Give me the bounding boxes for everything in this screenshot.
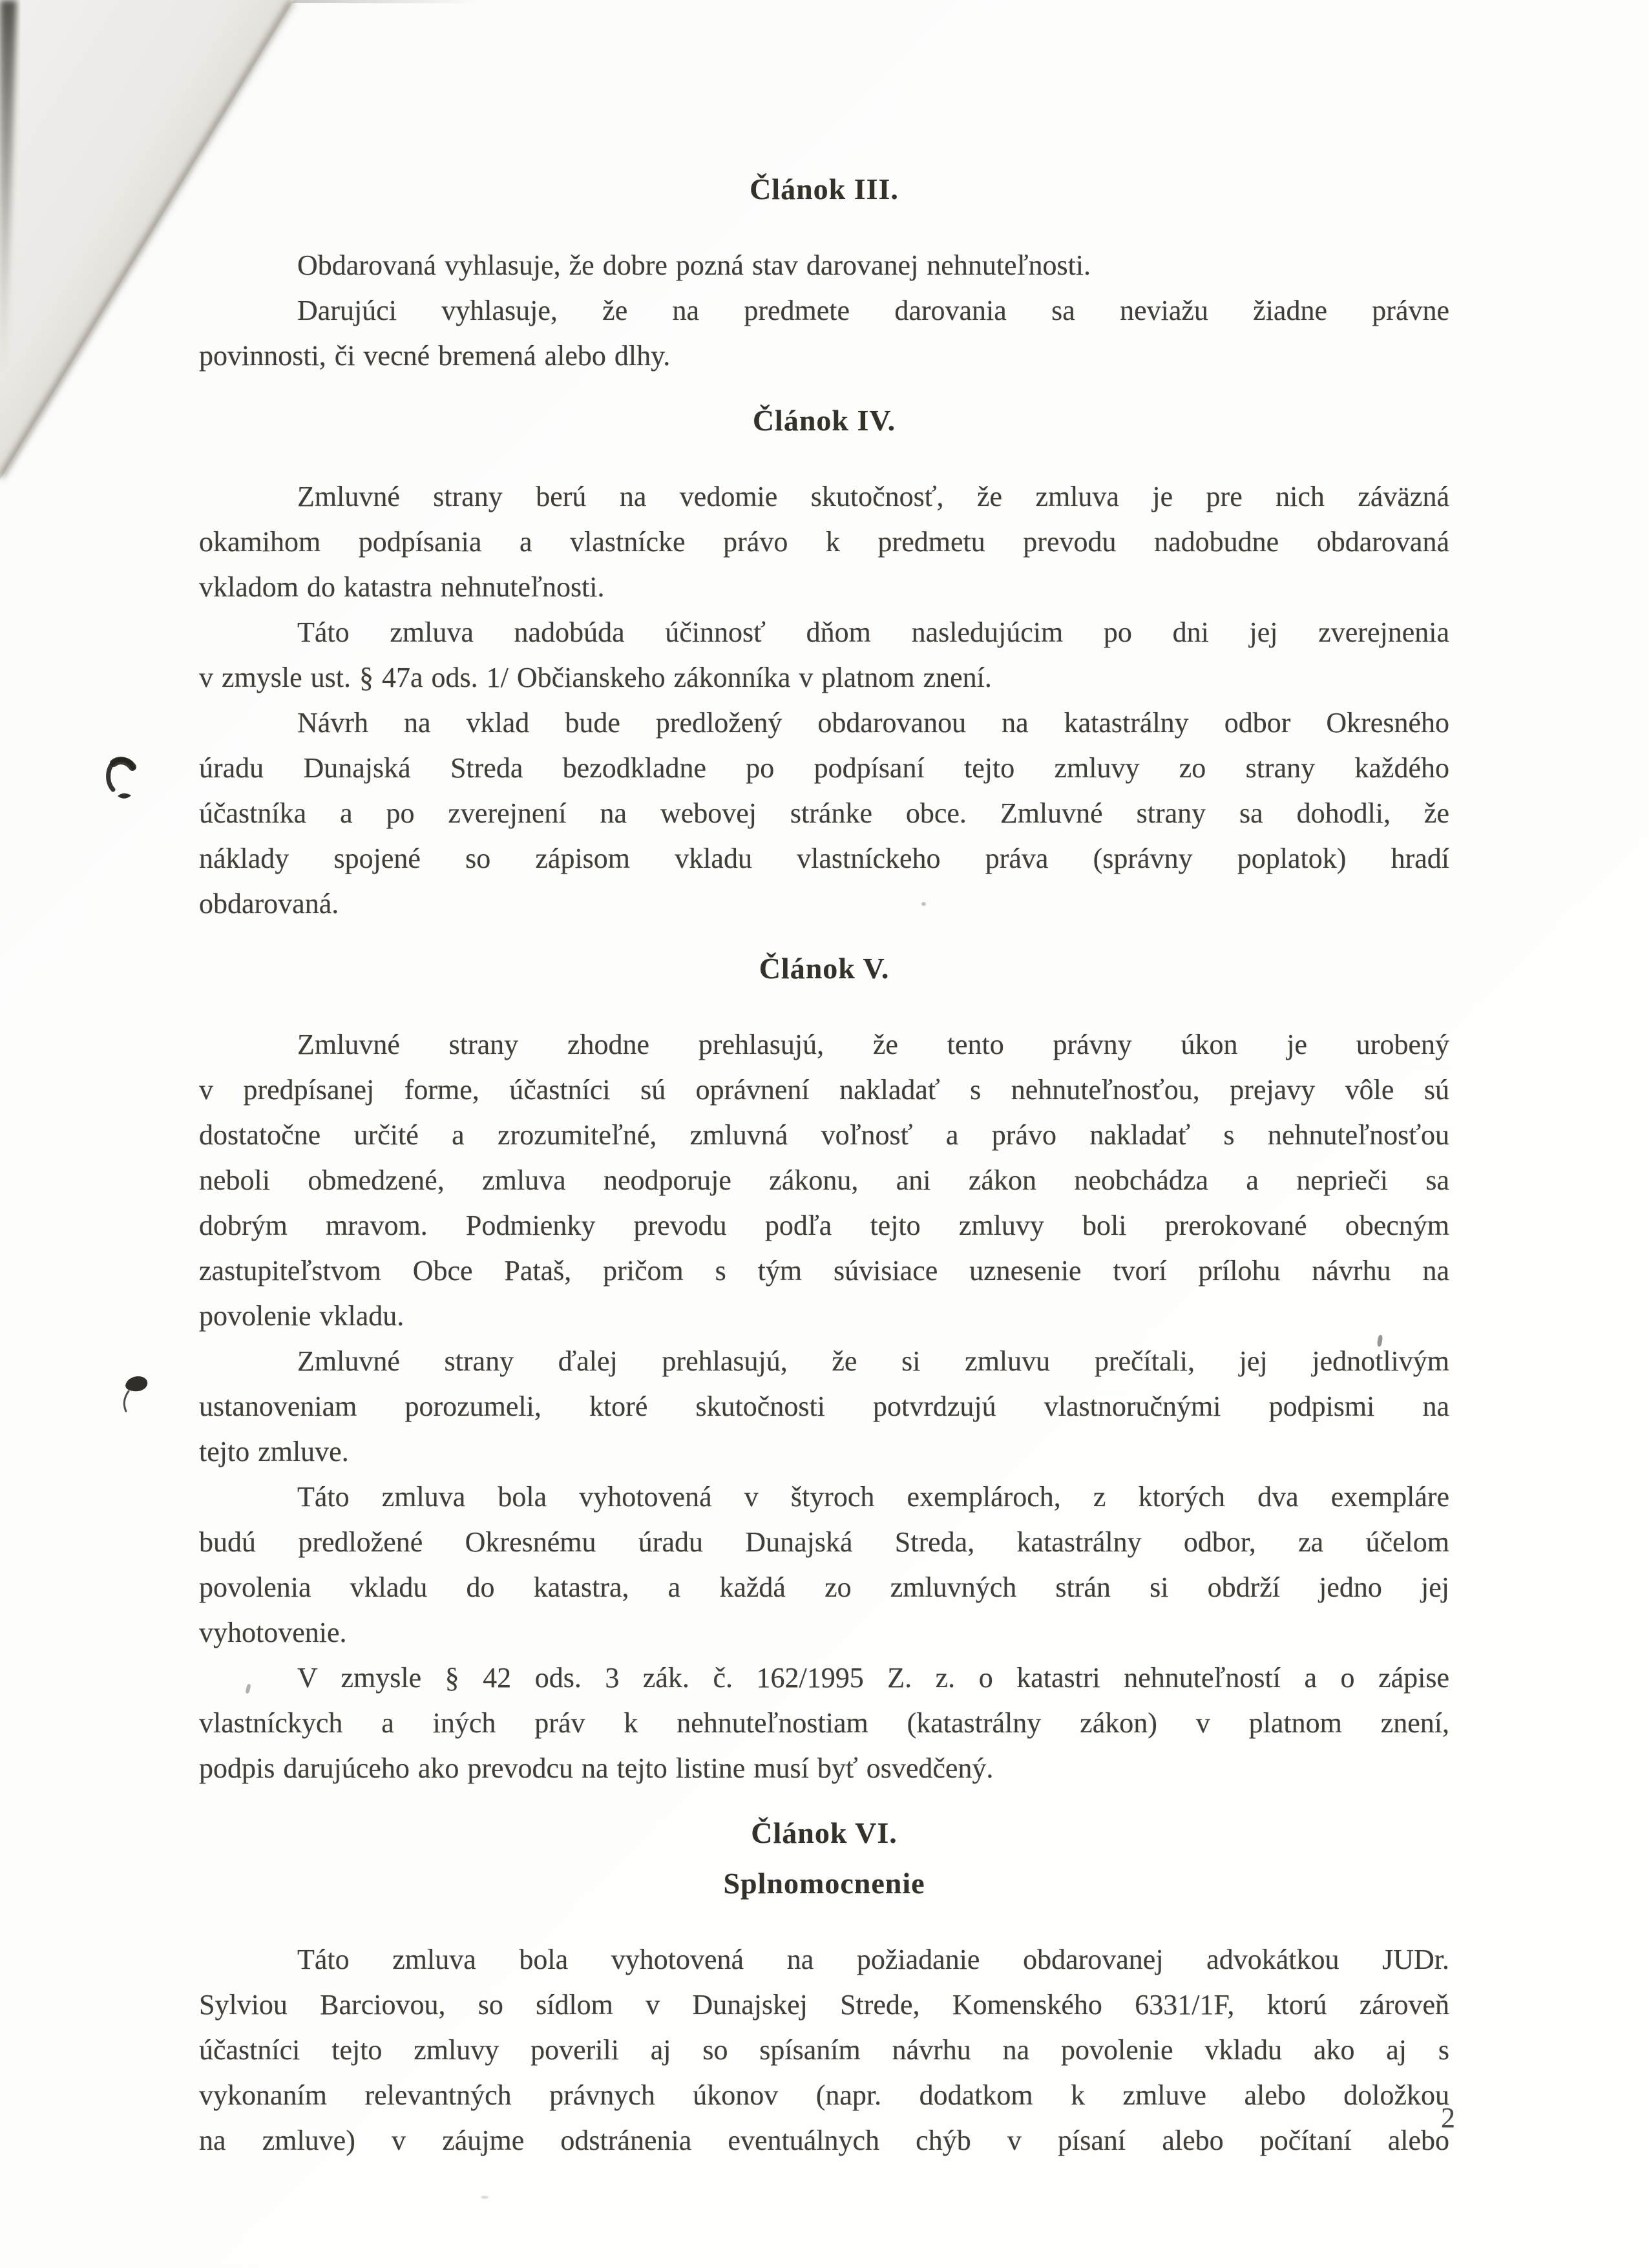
paragraph-line: Darujúci vyhlasuje, že na predmete darovania sa neviažu žiadne právne — [297, 295, 1449, 326]
paragraph-line: Zmluvné strany zhodne prehlasujú, že tento právny úkon je urobený — [297, 1029, 1449, 1060]
comma-ink-mark — [120, 1374, 151, 1415]
paragraph — [199, 1475, 1449, 1655]
paragraph-line: Zmluvné strany ďalej prehlasujú, že si zmluvu prečítali, jej jednotlivým — [297, 1345, 1449, 1377]
paragraph-line: budú predložené Okresnému úradu Dunajská Streda, katastrálny odbor, za účelom — [199, 1526, 1449, 1558]
paragraph-line: povolenia vkladu do katastra, a každá zo zmluvných strán si obdrží jedno jej — [199, 1571, 1449, 1603]
scan-fleck — [481, 2196, 488, 2199]
paragraph — [199, 1339, 1449, 1475]
paragraph-line: náklady spojené so zápisom vkladu vlastníckeho práva (správny poplatok) hradí — [199, 843, 1449, 874]
paragraph-line: účastníci tejto zmluvy poverili aj so spísaním návrhu na povolenie vkladu ako aj s — [199, 2034, 1449, 2066]
paragraph-line: úradu Dunajská Streda bezodkladne po podpísaní tejto zmluvy zo strany každého — [199, 752, 1449, 784]
section-subheading: Splnomocnenie — [723, 1867, 925, 1900]
paragraph — [199, 610, 1449, 700]
paragraph-line: V zmysle § 42 ods. 3 zák. č. 162/1995 Z. z. o katastri nehnuteľností a o zápise — [297, 1662, 1449, 1694]
paragraph-line: Zmluvné strany berú na vedomie skutočnosť, že zmluva je pre nich záväzná — [297, 481, 1449, 512]
paragraph-line: okamihom podpísania a vlastnícke právo k predmetu prevodu nadobudne obdarovaná — [199, 526, 1449, 558]
paragraph-line: obdarovaná. — [199, 888, 339, 919]
paragraph — [199, 700, 1449, 927]
paragraph-line: Táto zmluva nadobúda účinnosť dňom nasledujúcim po dni jej zverejnenia — [297, 616, 1449, 648]
page-number: 2 — [1441, 2102, 1455, 2134]
paragraph-line: na zmluve) v záujme odstránenia eventuálnych chýb v písaní alebo počítaní alebo — [199, 2125, 1449, 2156]
paragraph-line: podpis darujúceho ako prevodcu na tejto listine musí byť osvedčený. — [199, 1752, 994, 1784]
paragraph-line: vyhotovenie. — [199, 1617, 347, 1648]
section-heading: Článok IV. — [752, 404, 896, 437]
section-heading: Článok VI. — [751, 1816, 898, 1849]
paragraph-line: vkladom do katastra nehnuteľnosti. — [199, 571, 605, 603]
paragraph — [199, 288, 1449, 379]
paragraph — [199, 1655, 1449, 1791]
section-heading: Článok V. — [759, 952, 890, 985]
paragraph-line: Táto zmluva bola vyhotovená v štyroch exemplároch, z ktorých dva exempláre — [297, 1481, 1449, 1513]
paragraph-line: vlastníckych a iných práv k nehnuteľnostiam (katastrálny zákon) v platnom znení, — [199, 1707, 1449, 1739]
paragraph-line: dobrým mravom. Podmienky prevodu podľa tejto zmluvy boli prerokované obecným — [199, 1210, 1449, 1241]
crescent-ink-mark — [103, 753, 140, 808]
paragraph-line: v predpísanej forme, účastníci sú oprávnení nakladať s nehnuteľnosťou, prejavy vôle sú — [199, 1074, 1449, 1106]
paragraph-line: účastníka a po zverejnení na webovej stránke obce. Zmluvné strany sa dohodli, že — [199, 797, 1449, 829]
paragraph-line: dostatočne určité a zrozumiteľné, zmluvná voľnosť a právo nakladať s nehnuteľnosťou — [199, 1119, 1449, 1151]
paragraph-line: vykonaním relevantných právnych úkonov (napr. dodatkom k zmluve alebo doložkou — [199, 2079, 1449, 2111]
paragraph-line: tejto zmluve. — [199, 1436, 349, 1467]
paragraph — [199, 474, 1449, 610]
paragraph-line: Obdarovaná vyhlasuje, že dobre pozná stav darovanej nehnuteľnosti. — [297, 249, 1091, 281]
paragraph-line: povinnosti, či vecné bremená alebo dlhy. — [199, 340, 671, 372]
section-heading: Článok III. — [750, 173, 899, 205]
document-body — [199, 147, 1449, 2163]
paragraph-line: Návrh na vklad bude predložený obdarovanou na katastrálny odbor Okresného — [297, 707, 1449, 739]
paragraph-line: v zmysle ust. § 47a ods. 1/ Občianskeho zákonníka v platnom znení. — [199, 662, 992, 693]
paragraph — [199, 1937, 1449, 2163]
paragraph-line: neboli obmedzené, zmluva neodporuje zákonu, ani zákon neobchádza a neprieči sa — [199, 1164, 1449, 1196]
paragraph-line: zastupiteľstvom Obce Pataš, pričom s tým súvisiace uznesenie tvorí prílohu návrhu na — [199, 1255, 1449, 1286]
paragraph-line: Sylviou Barciovou, so sídlom v Dunajskej Strede, Komenského 6331/1F, ktorú zároveň — [199, 1989, 1449, 2021]
paragraph-line: Táto zmluva bola vyhotovená na požiadanie obdarovanej advokátkou JUDr. — [297, 1944, 1449, 1975]
paragraph-line: ustanoveniam porozumeli, ktoré skutočnosti potvrdzujú vlastnoručnými podpismi na — [199, 1391, 1449, 1422]
paragraph — [199, 1022, 1449, 1339]
paragraph — [199, 243, 1449, 288]
paragraph-line: povolenie vkladu. — [199, 1300, 404, 1332]
